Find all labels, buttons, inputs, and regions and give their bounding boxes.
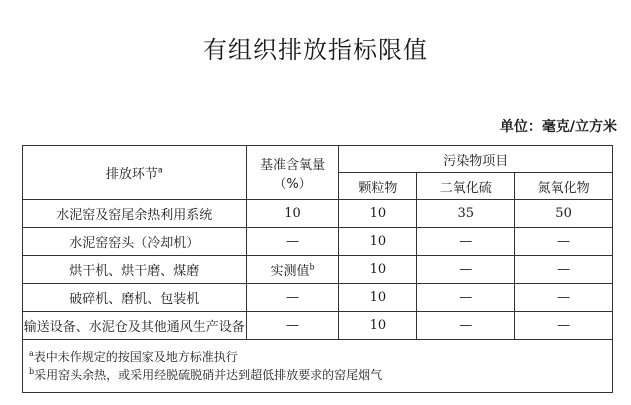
header-pollutants: 污染物项目: [339, 146, 613, 173]
unit-label: 单位：毫克/立方米: [499, 119, 617, 135]
note-a: $^a$表中未作规定的按国家及地方标准执行: [29, 349, 238, 364]
table-row: [23, 284, 613, 312]
header-oxygen-line1: 基准含氧量: [260, 157, 326, 173]
footnote-mark-a: a: [157, 165, 163, 175]
table-row: [23, 312, 613, 340]
cell-oxygen: 实测值$^b$: [246, 256, 339, 284]
cell-oxygen: —: [246, 284, 339, 312]
header-so2: 二氧化硫: [417, 173, 515, 200]
cell-stage: 输送设备、水泥仓及其他通风生产设备: [23, 312, 247, 340]
note-b: $^b$采用窑头余热，或采用经脱硫脱硝并达到超低排放要求的窑尾烟气: [29, 367, 383, 382]
cell-particulate: 10: [339, 256, 417, 284]
cell-oxygen: —: [246, 228, 339, 256]
cell-nox: —: [515, 312, 613, 340]
cell-nox: —: [515, 284, 613, 312]
header-stage: [23, 146, 247, 200]
cell-particulate: 10: [339, 312, 417, 340]
header-stage-label: 排放环节: [105, 167, 158, 182]
cell-particulate: 10: [339, 228, 417, 256]
cell-so2: —: [417, 284, 515, 312]
footnote-mark-b: b: [309, 262, 315, 272]
page-title: 有组织排放指标限值: [203, 36, 428, 64]
cell-oxygen: —: [246, 312, 339, 340]
cell-particulate: 10: [339, 200, 417, 228]
cell-nox: —: [515, 256, 613, 284]
table-row: [23, 228, 613, 256]
cell-stage: 破碎机、磨机、包装机: [23, 284, 247, 312]
cell-so2: —: [417, 256, 515, 284]
cell-so2: —: [417, 228, 515, 256]
cell-nox: —: [515, 228, 613, 256]
table-body: [23, 200, 613, 340]
cell-particulate: 10: [339, 284, 417, 312]
header-particulate: 颗粒物: [339, 173, 417, 200]
table-row: [23, 256, 613, 284]
cell-stage: 水泥窑及窑尾余热利用系统: [23, 200, 247, 228]
table-row: [23, 200, 613, 228]
header-oxygen: [246, 146, 339, 200]
cell-nox: 50: [515, 200, 613, 228]
cell-oxygen: 10: [246, 200, 339, 228]
header-oxygen-line2: （%）: [273, 176, 312, 192]
cell-stage: 烘干机、烘干磨、煤磨: [23, 256, 247, 284]
cell-so2: —: [417, 312, 515, 340]
emission-limits-table: [22, 145, 613, 393]
cell-so2: 35: [417, 200, 515, 228]
cell-stage: 水泥窑窑头（冷却机）: [23, 228, 247, 256]
header-nox: 氮氧化物: [515, 173, 613, 200]
table-notes: [23, 340, 613, 393]
